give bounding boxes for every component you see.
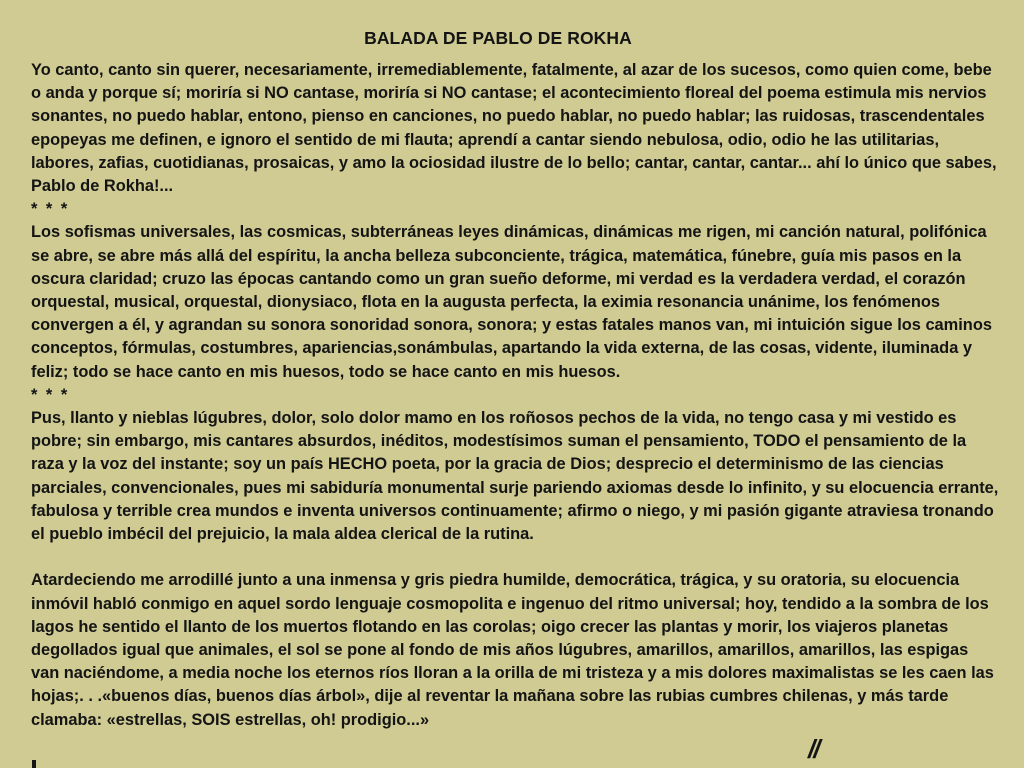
paragraph-3: Pus, llanto y nieblas lúgubres, dolor, solo dolor mamo en los roñosos pechos de la vida, no tengo casa y mi vestido es pobre; sin embargo, mis cantares absurdos, inéditos, modestísimos suman el pensamiento, TODO el pensamiento de la raza y la voz del instante; soy un país HECHO poeta, por la gracia de Dios; desprecio el determinismo de las ciencias parciales, convencionales, pues mi sabiduría monumental surje pariendo axiomas desde lo infinito, y su elocuencia errante, fabulosa y terrible crea mundos e inventa universos continuamente; afirmo o niego, y mi pasión gigante atraviesa tronando el pueblo imbécil del prejuicio, la mala aldea clerical de la rutina.: [31, 409, 999, 544]
paragraph-1: Yo canto, canto sin querer, necesariamente, irremediablemente, fatalmente, al azar de los sucesos, como quien come, bebe o anda y porque sí; moriría si NO cantase, moriría si NO cantase; el acontecimiento floreal del poema estimula mis nervios sonantes, no puedo hablar, entono, pienso en canciones, no puedo hablar, no puedo hablar; las ruidosas, trascendentales epopeyas me definen, e ignoro el sentido de mi flauta; aprendí a cantar siendo nebulosa, odio, odio he las utilitarias, labores, zafias, cuotidianas, prosaicas, y amo la ociosidad ilustre de lo bello; cantar, cantar, cantar... ahí lo único que sabes, Pablo de Rokha!...: [31, 61, 997, 196]
cut-off-glyph: [32, 760, 36, 768]
paragraph-gap: [31, 546, 1001, 569]
separator-2: * * *: [31, 385, 70, 404]
paragraph-2: Los sofismas universales, las cosmicas, subterráneas leyes dinámicas, dinámicas me rigen, mi canción natural, polifónica se abre, se abre más allá del espíritu, la ancha belleza subconciente, trágica, matemática, fúnebre, guía mis pasos en la oscura claridad; cruzo las épocas cantando como un gran sueño deforme, mi verdad es la verdadera verdad, el corazón orquestal, musical, orquestal, dionysiaco, flota en la augusta perfecta, la eximia resonancia unánime, los fenómenos convergen a él, y agrandan su sonora sonoridad sonora, sonora; y estas fatales manos van, mi intuición sigue los caminos conceptos, fórmulas, costumbres, apariencias,sonámbulas, apartando la vida externa, de las cosas, vidente, iluminada y feliz; todo se hace canto en mis huesos, todo se hace canto en mis huesos.: [31, 223, 992, 381]
poem-body: [31, 59, 1001, 732]
continuation-marker: //: [808, 734, 819, 764]
paragraph-4: Atardeciendo me arrodillé junto a una inmensa y gris piedra humilde, democrática, trágica, y su oratoria, su elocuencia inmóvil habló conmigo en aquel sordo lenguaje cosmopolita e ingenuo del ritmo universal; hoy, tendido a la sombra de los lagos he sentido el llanto de los muertos flotando en las corolas; oigo crecer las plantas y morir, los viajeros planetas degollados igual que animales, el sol se pone al fondo de mis años lúgubres, amarillos, amarillos, amarillos, las espigas van naciéndome, a media noche los eternos ríos lloran a la orilla de mi tristeza y a mis dolores maximalistas se les caen las hojas;. . .«buenos días, buenos días árbol», dije al reventar la mañana sobre las rubias cumbres chilenas, y más tarde clamaba: «estrellas, SOIS estrellas, oh! prodigio...»: [31, 571, 994, 729]
poem-title: BALADA DE PABLO DE ROKHA: [364, 28, 632, 48]
separator-1: * * *: [31, 200, 70, 219]
